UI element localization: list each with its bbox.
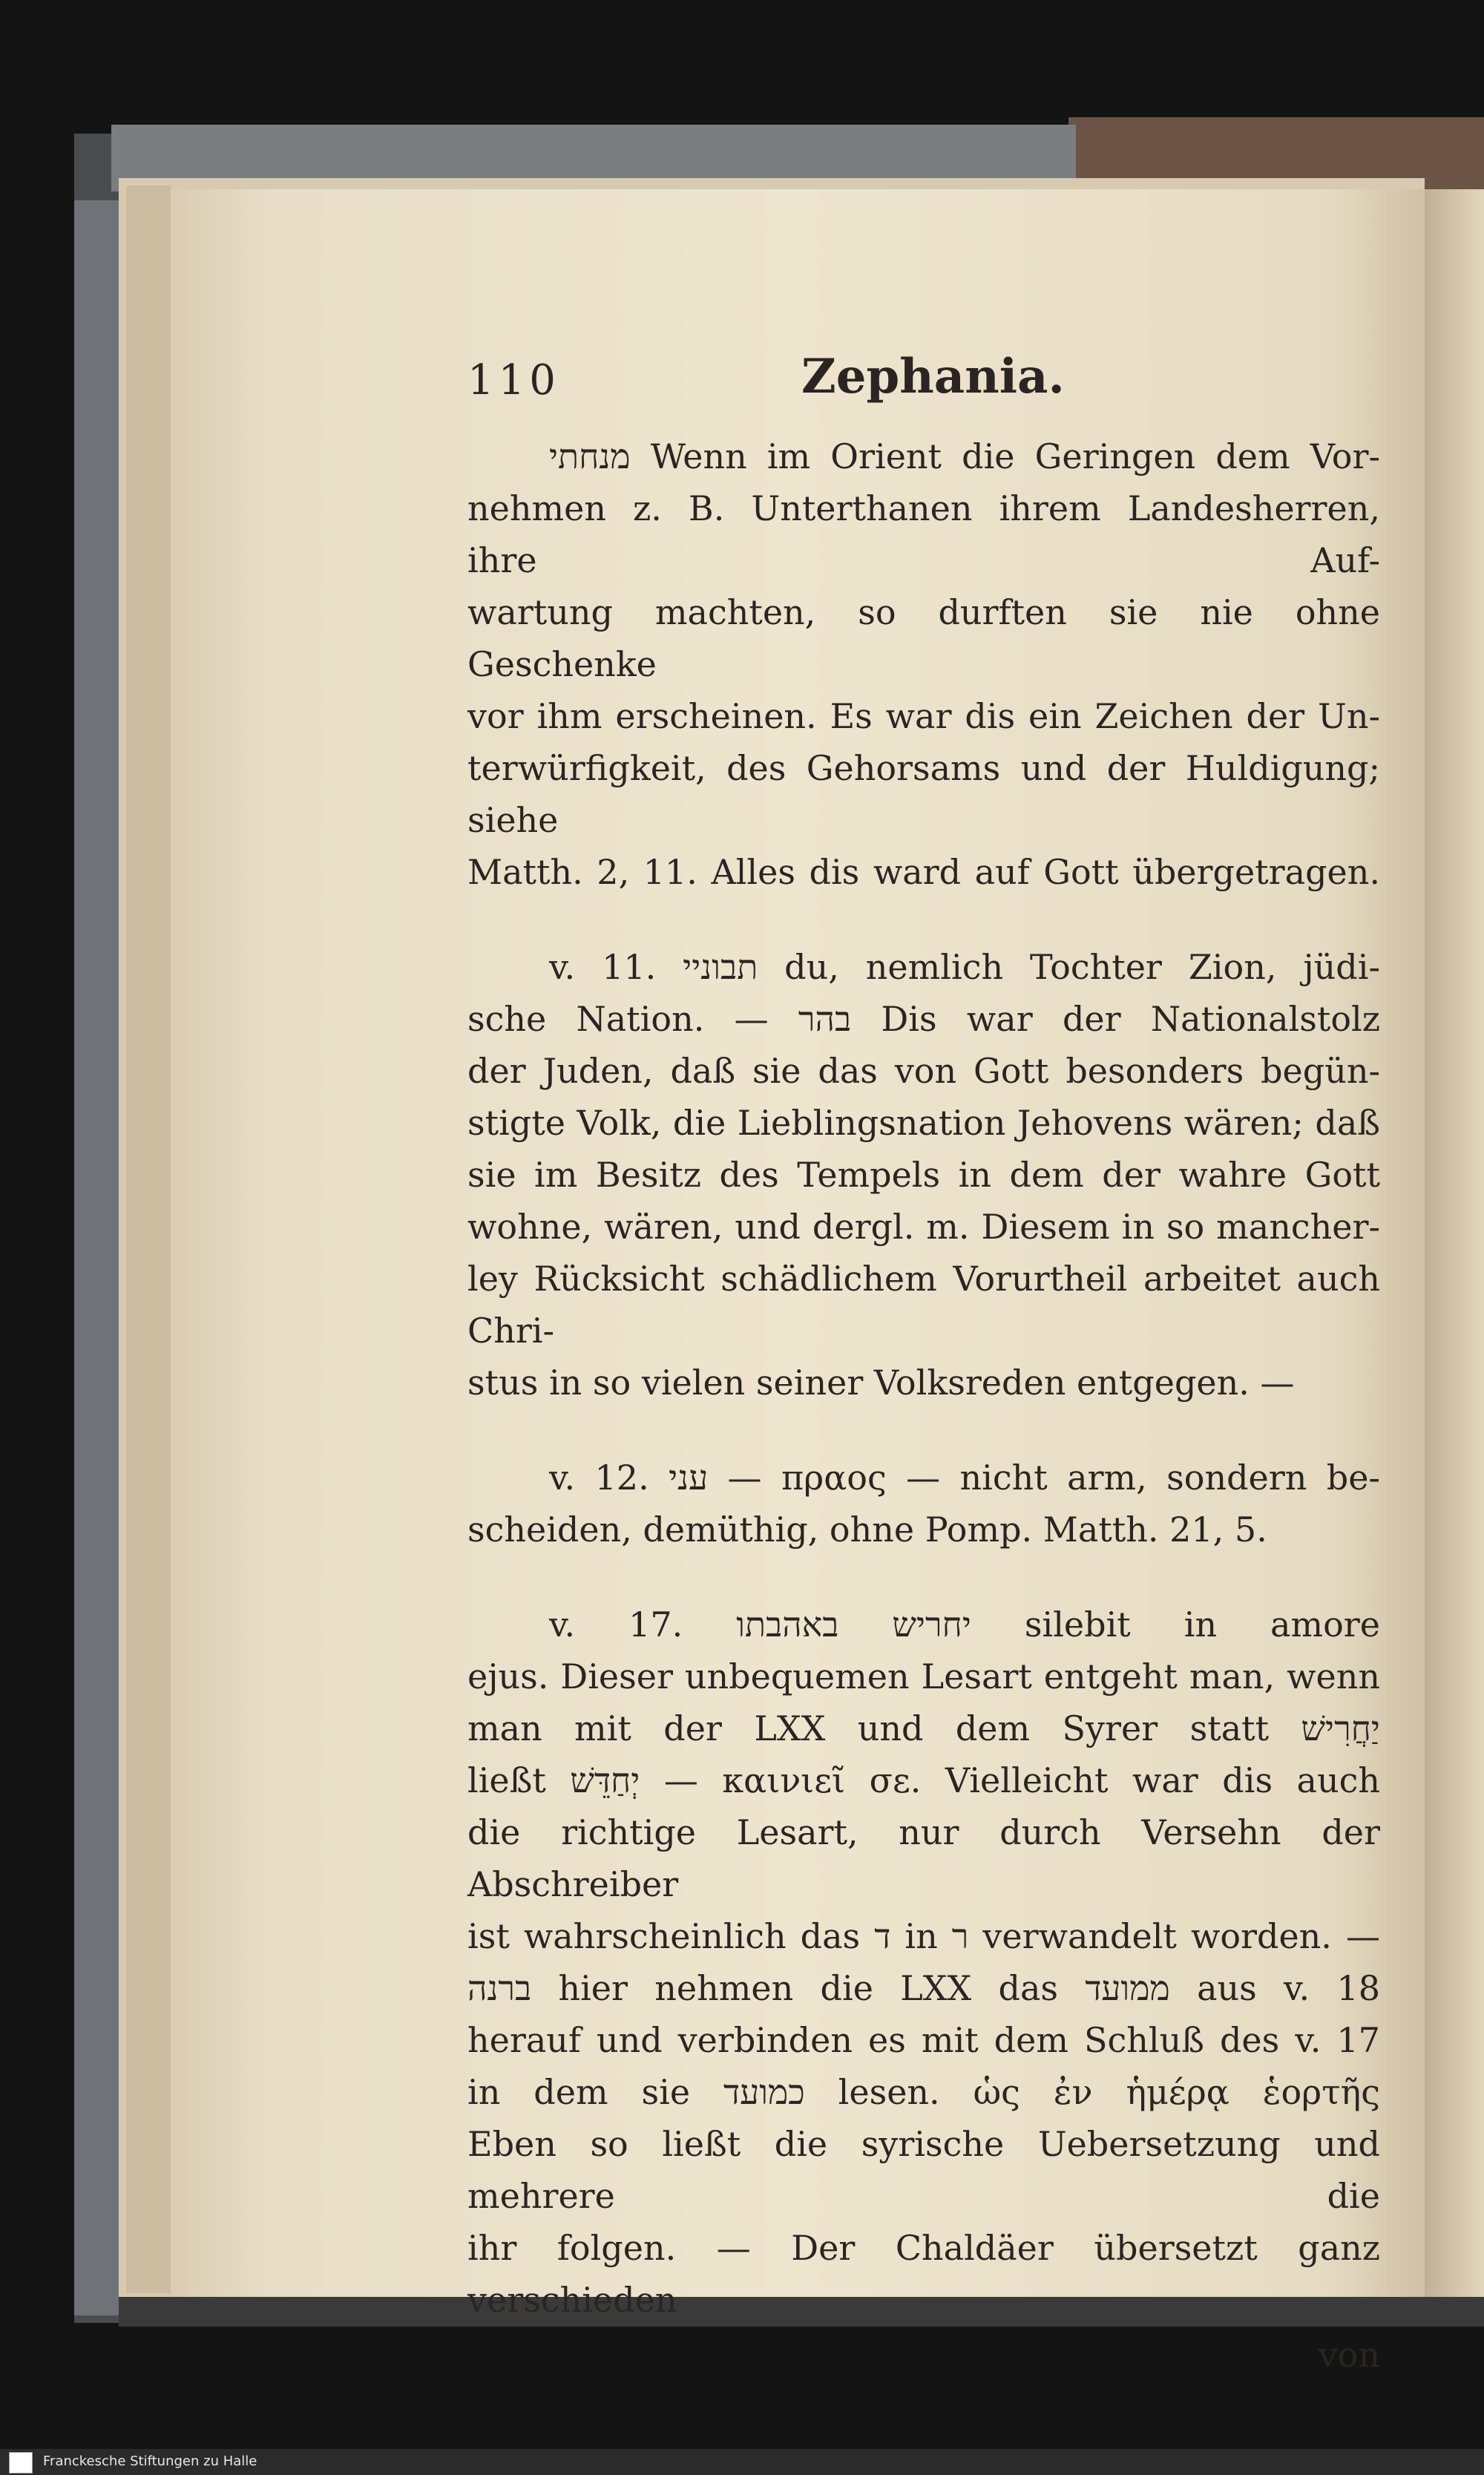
- text-line: ließt יְחַדֵּשׁ — καινιεῖ σε. Vielleicht war dis auch: [467, 1760, 1380, 1800]
- page-number: 110: [467, 356, 560, 404]
- text-line: ejus. Dieser unbequemen Lesart entgeht man, wenn: [467, 1656, 1380, 1697]
- text-line: wartung machten, so durften sie nie ohne Geschenke: [467, 592, 1380, 684]
- text-line: stigte Volk, die Lieblingsnation Jehovens wären; daß: [467, 1103, 1380, 1143]
- text-line: wohne, wären, und dergl. m. Diesem in so mancher-: [467, 1207, 1380, 1247]
- paragraph-2: [467, 941, 1380, 1409]
- catchword: von: [1318, 2335, 1380, 2375]
- text-line: stus in so vielen seiner Volksreden entgegen. —: [467, 1363, 1295, 1403]
- text-line: מנחתי Wenn im Orient die Geringen dem Vor-: [549, 436, 1380, 476]
- text-line: herauf und verbinden es mit dem Schluß des v. 17: [467, 2020, 1380, 2060]
- paragraph-gap: [467, 1556, 1380, 1599]
- right-page-edge: [1425, 189, 1484, 2327]
- text-line: sie im Besitz des Tempels in dem der wahre Gott: [467, 1155, 1380, 1195]
- paragraph-1: [467, 430, 1380, 898]
- paragraph-3: [467, 1452, 1380, 1556]
- text-line: nehmen z. B. Unterthanen ihrem Landesherren, ihre Auf-: [467, 488, 1380, 580]
- text-line: der Juden, daß sie das von Gott besonders begün-: [467, 1051, 1380, 1091]
- paragraph-gap: [467, 898, 1380, 941]
- text-line: in dem sie כמועד lesen. ὡς ἐν ἡμέρᾳ ἑορτῆς: [467, 2072, 1380, 2112]
- text-line: vor ihm erscheinen. Es war dis ein Zeichen der Un-: [467, 696, 1380, 736]
- footer-bar: [0, 2449, 1484, 2475]
- footer-label: Franckesche Stiftungen zu Halle: [43, 2453, 257, 2469]
- text-line: terwürfigkeit, des Gehorsams und der Huldigung; siehe: [467, 748, 1380, 840]
- text-line: Eben so ließt die syrische Uebersetzung und mehrere die: [467, 2124, 1380, 2216]
- text-line: Matth. 2, 11. Alles dis ward auf Gott übergetragen.: [467, 852, 1380, 892]
- text-line: v. 11. תבוניי du, nemlich Tochter Zion, jüdi-: [549, 947, 1380, 987]
- page-text-block: [467, 334, 1380, 2381]
- text-line: ברנה hier nehmen die LXX das ממועד aus v. 18: [467, 1968, 1380, 2008]
- page-header: [467, 334, 1380, 430]
- text-line: ley Rücksicht schädlichem Vorurtheil arbeitet auch Chri-: [467, 1259, 1380, 1351]
- institution-logo-icon: [9, 2452, 33, 2474]
- text-line: v. 17. יחריש באהבתו silebit in amore: [549, 1604, 1380, 1645]
- page-edges: [126, 186, 171, 2293]
- paragraph-gap: [467, 1409, 1380, 1452]
- text-line: man mit der LXX und dem Syrer statt יַחֲרִישׁ: [467, 1708, 1380, 1748]
- text-line: die richtige Lesart, nur durch Versehn der Abschreiber: [467, 1812, 1380, 1904]
- text-line: scheiden, demüthig, ohne Pomp. Matth. 21, 5.: [467, 1509, 1267, 1550]
- text-line: sche Nation. — בהר Dis war der Nationalstolz: [467, 999, 1380, 1039]
- text-line: ist wahrscheinlich das ד in ר verwandelt worden. —: [467, 1916, 1380, 1956]
- text-line: v. 12. עני — πραος — nicht arm, sondern be-: [549, 1458, 1380, 1498]
- text-line: ihr folgen. — Der Chaldäer übersetzt ganz verschieden: [467, 2228, 1380, 2320]
- paragraph-4: [467, 1599, 1380, 2326]
- running-title: Zephania.: [801, 349, 1065, 404]
